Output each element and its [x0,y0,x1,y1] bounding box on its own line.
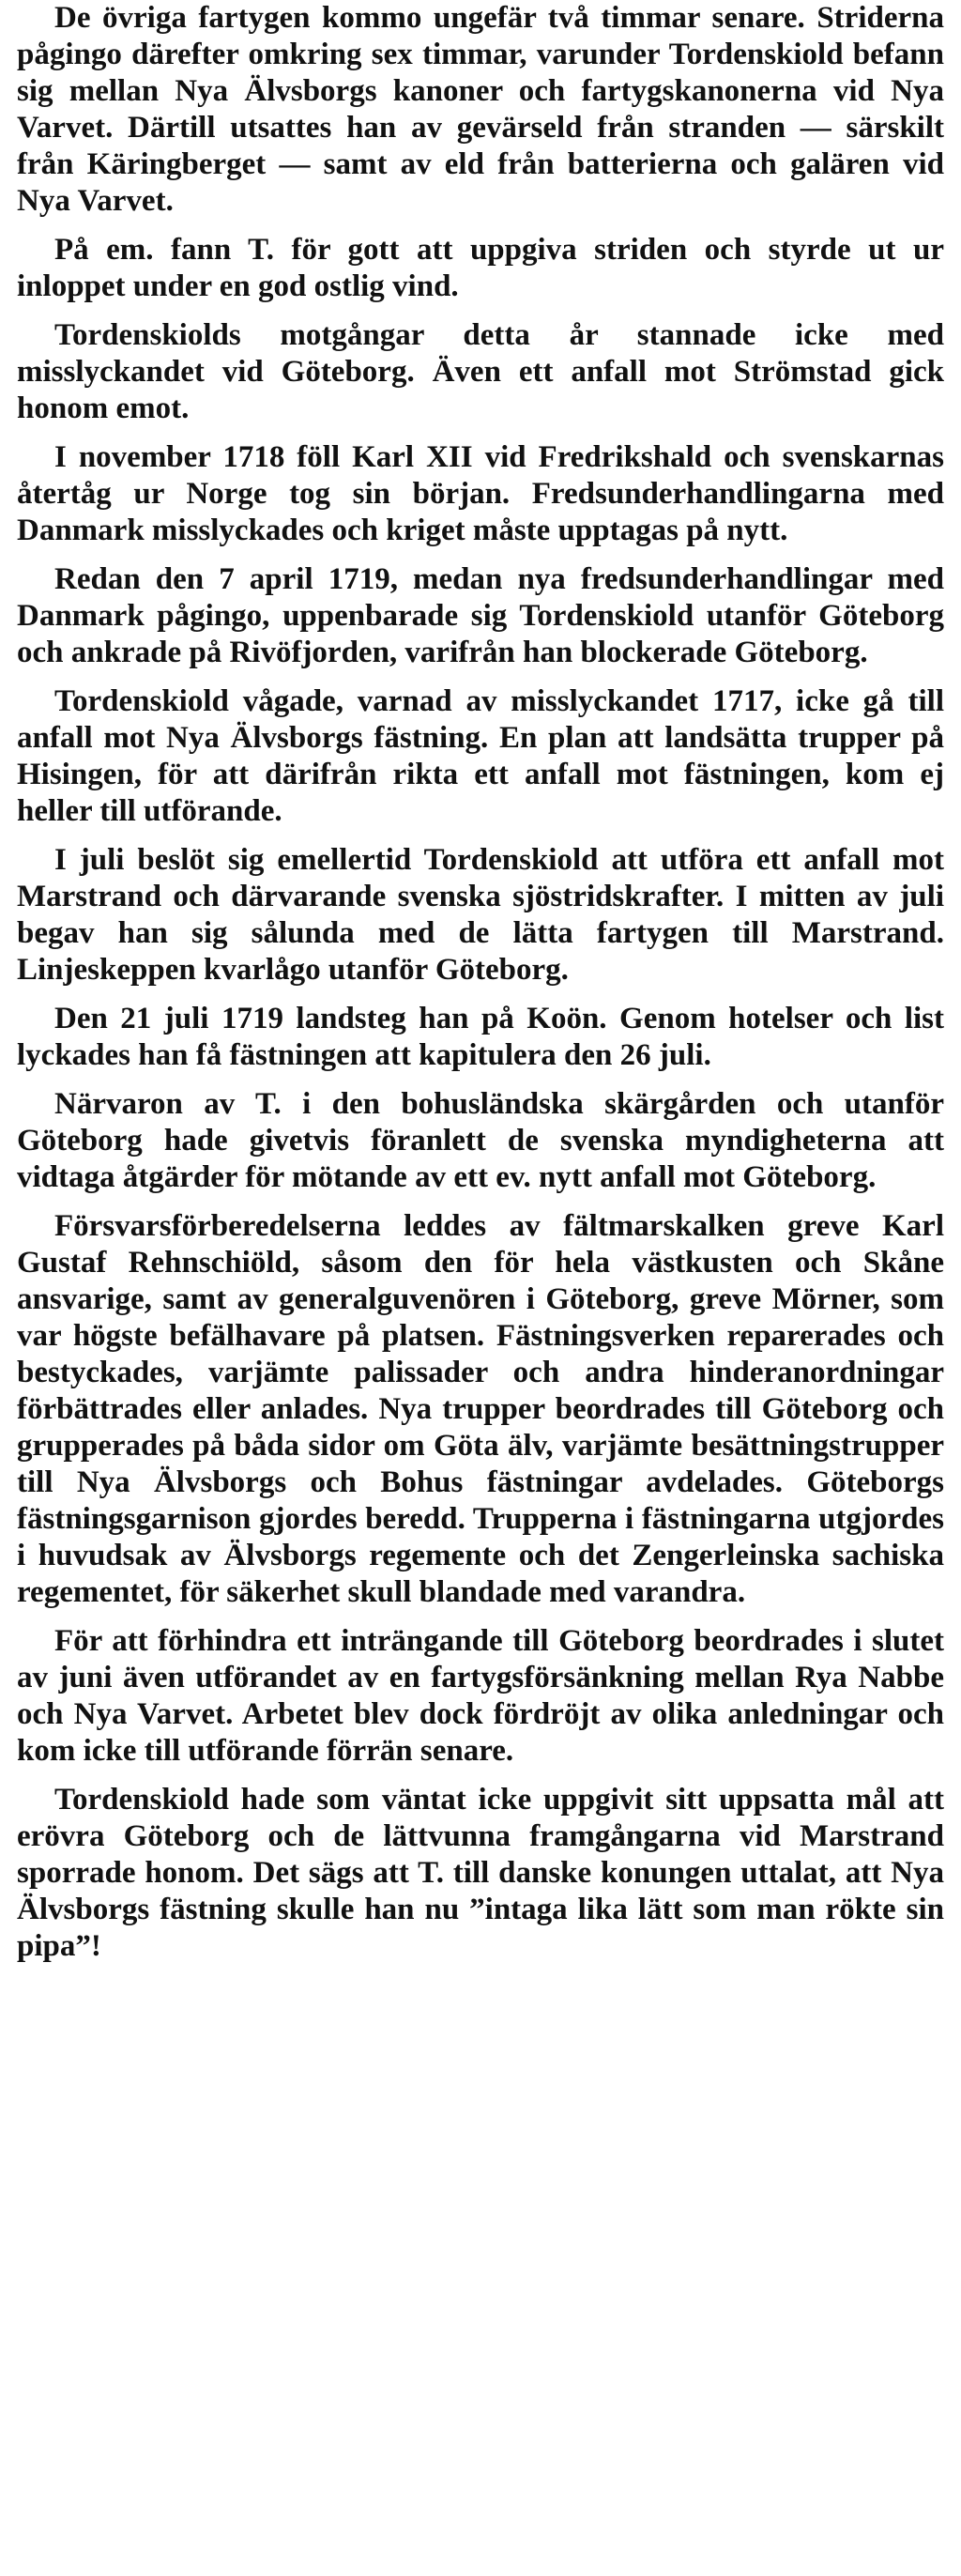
paragraph: De övriga fartygen kommo ungefär två timmar senare. Striderna pågingo därefter omkring sex timmar, varunder Tordenskiold befann sig mellan Nya Älvsborgs kanoner och fartygskanonerna vid Nya Varvet. Därtill utsattes han av gevärseld från stranden — särskilt från Käringberget — samt av eld från batterierna och galären vid Nya Varvet. [17,1,944,218]
paragraph: För att förhindra ett inträngande till Göteborg beordrades i slutet av juni även utförandet av en fartygsförsänkning mellan Rya Nabbe och Nya Varvet. Arbetet blev dock fördröjt av olika anledningar och kom icke till utförande förrän senare. [17,1624,944,1768]
document-page [17,0,944,1977]
paragraph: Tordenskiold vågade, varnad av misslyckandet 1717, icke gå till anfall mot Nya Älvsborgs fästning. En plan att landsätta trupper på Hisingen, för att därifrån rikta ett anfall mot fästningen, kom ej heller till utförande. [17,684,944,828]
paragraph: På em. fann T. för gott att uppgiva striden och styrde ut ur inloppet under en god ostlig vind. [17,233,944,303]
paragraph: Försvarsförberedelserna leddes av fältmarskalken greve Karl Gustaf Rehnschiöld, såsom den för hela västkusten och Skåne ansvarige, samt av generalguvenören i Göteborg, greve Mörner, som var högste befälhavare på platsen. Fästningsverken reparerades och bestyckades, varjämte palissader och andra hinderanordningar förbättrades eller anlades. Nya trupper beordrades till Göteborg och grupperades på båda sidor om Göta älv, varjämte besättningstrupper till Nya Älvsborgs och Bohus fästningar avdelades. Göteborgs fästningsgarnison gjordes beredd. Trupperna i fästningarna utgjordes i huvudsak av Älvsborgs regemente och det Zengerleinska sachiska regementet, för säkerhet skull blandade med varandra. [17,1209,944,1609]
paragraph: Redan den 7 april 1719, medan nya fredsunderhandlingar med Danmark pågingo, uppenbarade sig Tordenskiold utanför Göteborg och ankrade på Rivöfjorden, varifrån han blockerade Göteborg. [17,562,944,669]
paragraph: Närvaron av T. i den bohusländska skärgården och utanför Göteborg hade givetvis föranlett de svenska myndigheterna att vidtaga åtgärder för mötande av ett ev. nytt anfall mot Göteborg. [17,1087,944,1194]
paragraph: Den 21 juli 1719 landsteg han på Koön. Genom hotelser och list lyckades han få fästningen att kapitulera den 26 juli. [17,1002,944,1072]
paragraph: Tordenskiold hade som väntat icke uppgivit sitt uppsatta mål att erövra Göteborg och de lättvunna framgångarna vid Marstrand sporrade honom. Det sägs att T. till danske konungen uttalat, att Nya Älvsborgs fästning skulle han nu ”intaga lika lätt som man rökte sin pipa”! [17,1783,944,1963]
paragraph: I juli beslöt sig emellertid Tordenskiold att utföra ett anfall mot Marstrand och därvarande svenska sjöstridskrafter. I mitten av juli begav han sig sålunda med de lätta fartygen till Marstrand. Linjeskeppen kvarlågo utanför Göteborg. [17,843,944,987]
paragraph: I november 1718 föll Karl XII vid Fredrikshald och svenskarnas återtåg ur Norge tog sin början. Fredsunderhandlingarna med Danmark misslyckades och kriget måste upptagas på nytt. [17,440,944,547]
paragraph: Tordenskiolds motgångar detta år stannade icke med misslyckandet vid Göteborg. Även ett anfall mot Strömstad gick honom emot. [17,318,944,425]
